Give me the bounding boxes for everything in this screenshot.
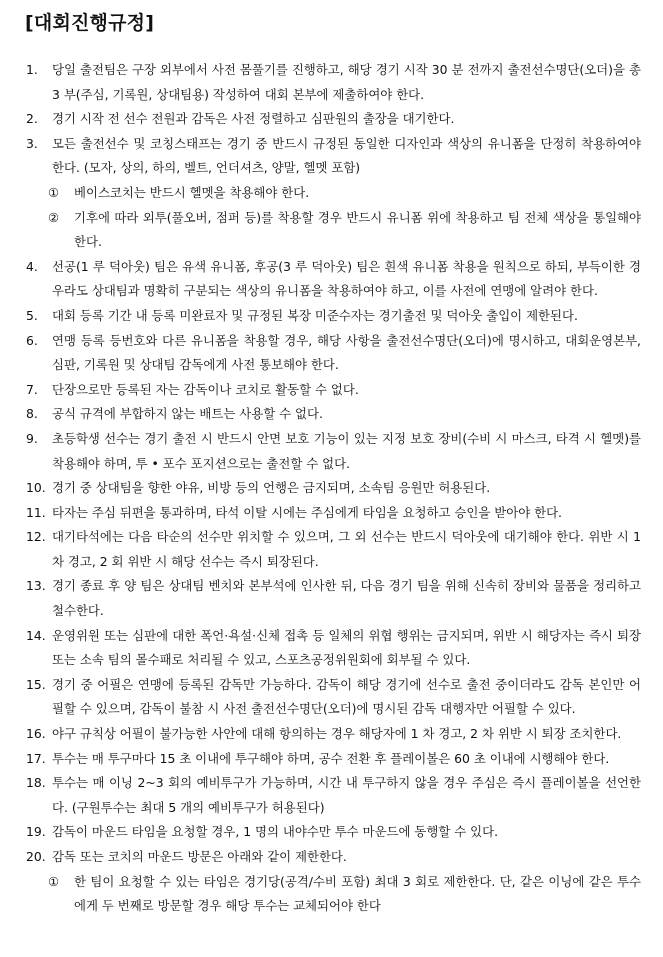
rule-text: 경기 시작 전 선수 전원과 감독은 사전 정렬하고 심판원의 출장을 대기한다. — [52, 111, 455, 127]
rule-item — [22, 820, 641, 845]
rule-text: 야구 규칙상 어필이 불가능한 사안에 대해 항의하는 경우 해당자에 1 차 경고, 2 차 위반 시 퇴장 조치한다. — [52, 726, 622, 742]
rule-item — [22, 673, 641, 722]
sub-rule-list — [22, 181, 641, 255]
rule-item — [22, 574, 641, 623]
rule-item — [22, 624, 641, 673]
rule-row — [22, 574, 641, 623]
rule-text: 모든 출전선수 및 코칭스태프는 경기 중 반드시 규정된 동일한 디자인과 색상의 유니폼을 단정히 착용하여야 한다. (모자, 상의, 하의, 벨트, 언더셔츠, 양말, 헬멧 포함) — [52, 135, 641, 176]
rule-row — [22, 402, 641, 427]
rule-number: 1. — [26, 62, 38, 77]
rule-number: 10. — [26, 480, 46, 496]
rule-row — [22, 58, 641, 107]
rule-number: 17. — [26, 750, 46, 766]
rule-number: 6. — [26, 332, 38, 348]
rule-text: 대회 등록 기간 내 등록 미완료자 및 규정된 복장 미준수자는 경기출전 및 덕아웃 출입이 제한된다. — [52, 307, 578, 323]
rule-text: 당일 출전팀은 구장 외부에서 사전 몸풀기를 진행하고, 해당 경기 시작 30 분 전까지 출전선수명단(오더)을 총 3 부(주심, 기록원, 상대팀용) 작성하여 대회 본부에 제출하여야 한다. — [52, 62, 641, 102]
rule-text: 감독이 마운드 타임을 요청할 경우, 1 명의 내야수만 투수 마운드에 동행할 수 있다. — [52, 824, 499, 840]
rule-item — [22, 771, 641, 820]
rule-number: 3. — [26, 135, 38, 151]
rule-item — [22, 304, 641, 329]
rule-text: 경기 종료 후 양 팀은 상대팀 벤치와 본부석에 인사한 뒤, 다음 경기 팀을 위해 신속히 장비와 물품을 정리하고 철수한다. — [52, 578, 641, 619]
rule-number: 12. — [26, 529, 46, 545]
sub-rule-marker: ① — [48, 184, 60, 200]
rule-number: 8. — [26, 406, 38, 422]
rule-number: 13. — [26, 578, 46, 594]
rule-number: 11. — [26, 504, 46, 520]
rule-item — [22, 476, 641, 501]
rule-row — [22, 624, 641, 673]
rule-text: 운영위원 또는 심판에 대한 폭언·욕설·신체 접촉 등 일체의 위협 행위는 금지되며, 위반 시 해당자는 즉시 퇴장 또는 소속 팀의 몰수패로 처리될 수 있고, 스포츠공정위원회에 회부될 수 있다. — [52, 627, 641, 668]
rule-number: 14. — [26, 627, 46, 643]
rule-row — [22, 329, 641, 378]
rule-row — [22, 255, 641, 304]
rule-text: 경기 중 상대팀을 향한 야유, 비방 등의 언행은 금지되며, 소속팀 응원만 허용된다. — [52, 480, 491, 496]
rule-row — [22, 673, 641, 722]
sub-rule-item — [22, 870, 641, 919]
rule-row — [22, 427, 641, 476]
rule-row — [22, 107, 641, 132]
rule-text: 초등학생 선수는 경기 출전 시 반드시 안면 보호 기능이 있는 지정 보호 장비(수비 시 마스크, 타격 시 헬멧)를 착용해야 하며, 투 • 포수 포지션으로는 출전할 수 없다. — [52, 430, 641, 471]
rule-text: 투수는 매 투구마다 15 초 이내에 투구해야 하며, 공수 전환 후 플레이볼은 60 초 이내에 시행해야 한다. — [52, 750, 610, 766]
sub-rule-list — [22, 870, 641, 919]
rule-item — [22, 255, 641, 304]
rule-item — [22, 58, 641, 107]
sub-rule-marker: ② — [48, 209, 60, 225]
rule-item — [22, 427, 641, 476]
rule-text: 단장으로만 등록된 자는 감독이나 코치로 활동할 수 없다. — [52, 381, 359, 397]
sub-rule-text: 한 팀이 요청할 수 있는 타임은 경기당(공격/수비 포함) 최대 3 회로 제한한다. 단, 같은 이닝에 같은 투수에게 두 번째로 방문할 경우 해당 투수는 교체되어야 한다 — [74, 873, 641, 914]
document-title: [대회진행규정] — [25, 12, 155, 34]
rule-text: 대기타석에는 다음 타순의 선수만 위치할 수 있으며, 그 외 선수는 반드시 덕아웃에 대기해야 한다. 위반 시 1 차 경고, 2 회 위반 시 해당 선수는 즉시 퇴장된다. — [52, 529, 641, 569]
rule-number: 19. — [26, 824, 46, 840]
rule-row — [22, 501, 641, 526]
rule-row — [22, 845, 641, 870]
sub-rule-text: 베이스코치는 반드시 헬멧을 착용해야 한다. — [74, 184, 310, 200]
sub-rule-text: 기후에 따라 외투(풀오버, 점퍼 등)를 착용할 경우 반드시 유니폼 위에 착용하고 팀 전체 색상을 통일해야 한다. — [74, 209, 641, 250]
rule-number: 18. — [26, 775, 46, 791]
rule-text: 연맹 등록 등번호와 다른 유니폼을 착용할 경우, 해당 사항을 출전선수명단(오더)에 명시하고, 대회운영본부, 심판, 기록원 및 상대팀 감독에게 사전 통보해야 한다. — [52, 332, 641, 373]
rule-item — [22, 402, 641, 427]
rule-item — [22, 378, 641, 403]
rule-text: 선공(1 루 덕아웃) 팀은 유색 유니폼, 후공(3 루 덕아웃) 팀은 흰색 유니폼 착용을 원칙으로 하되, 부득이한 경우라도 상대팀과 명확히 구분되는 색상의 유니폼을 착용하여야 하고, 이를 사전에 연맹에 알려야 한다. — [52, 258, 641, 299]
rule-number: 16. — [26, 726, 46, 742]
rule-text: 투수는 매 이닝 2~3 회의 예비투구가 가능하며, 시간 내 투구하지 않을 경우 주심은 즉시 플레이볼을 선언한다. (구원투수는 최대 5 개의 예비투구가 허용된다) — [52, 775, 641, 815]
rule-row — [22, 304, 641, 329]
rule-item — [22, 722, 641, 747]
rule-number: 15. — [26, 676, 46, 692]
rule-row — [22, 722, 641, 747]
sub-rule-marker: ① — [48, 873, 60, 889]
rule-number: 7. — [26, 381, 38, 397]
rules-list — [22, 58, 641, 919]
rule-number: 2. — [26, 111, 38, 127]
rule-text: 감독 또는 코치의 마운드 방문은 아래와 같이 제한한다. — [52, 849, 347, 864]
rule-row — [22, 771, 641, 820]
rule-text: 타자는 주심 뒤편을 통과하며, 타석 이탈 시에는 주심에게 타임을 요청하고 승인을 받아야 한다. — [52, 504, 562, 520]
rule-text: 경기 중 어필은 연맹에 등록된 감독만 가능하다. 감독이 해당 경기에 선수로 출전 중이더라도 감독 본인만 어필할 수 있으며, 감독이 불참 시 사전 출전선수명단(오더)에 명시된 감독 대행자만 어필할 수 있다. — [52, 676, 641, 717]
rule-item — [22, 525, 641, 574]
rule-row — [22, 476, 641, 501]
rule-row — [22, 820, 641, 845]
rule-row — [22, 378, 641, 403]
rule-item — [22, 132, 641, 255]
sub-rule-item — [22, 206, 641, 255]
rule-text: 공식 규격에 부합하지 않는 배트는 사용할 수 없다. — [52, 406, 323, 422]
rule-item — [22, 845, 641, 919]
rule-item — [22, 747, 641, 772]
rule-number: 9. — [26, 430, 38, 446]
sub-rule-item — [22, 181, 641, 206]
rule-number: 5. — [26, 307, 38, 323]
rule-number: 4. — [26, 258, 38, 274]
rule-row — [22, 747, 641, 772]
rule-row — [22, 525, 641, 574]
rule-number: 20. — [26, 849, 46, 864]
rule-item — [22, 501, 641, 526]
rule-row — [22, 132, 641, 181]
rule-item — [22, 329, 641, 378]
rule-item — [22, 107, 641, 132]
